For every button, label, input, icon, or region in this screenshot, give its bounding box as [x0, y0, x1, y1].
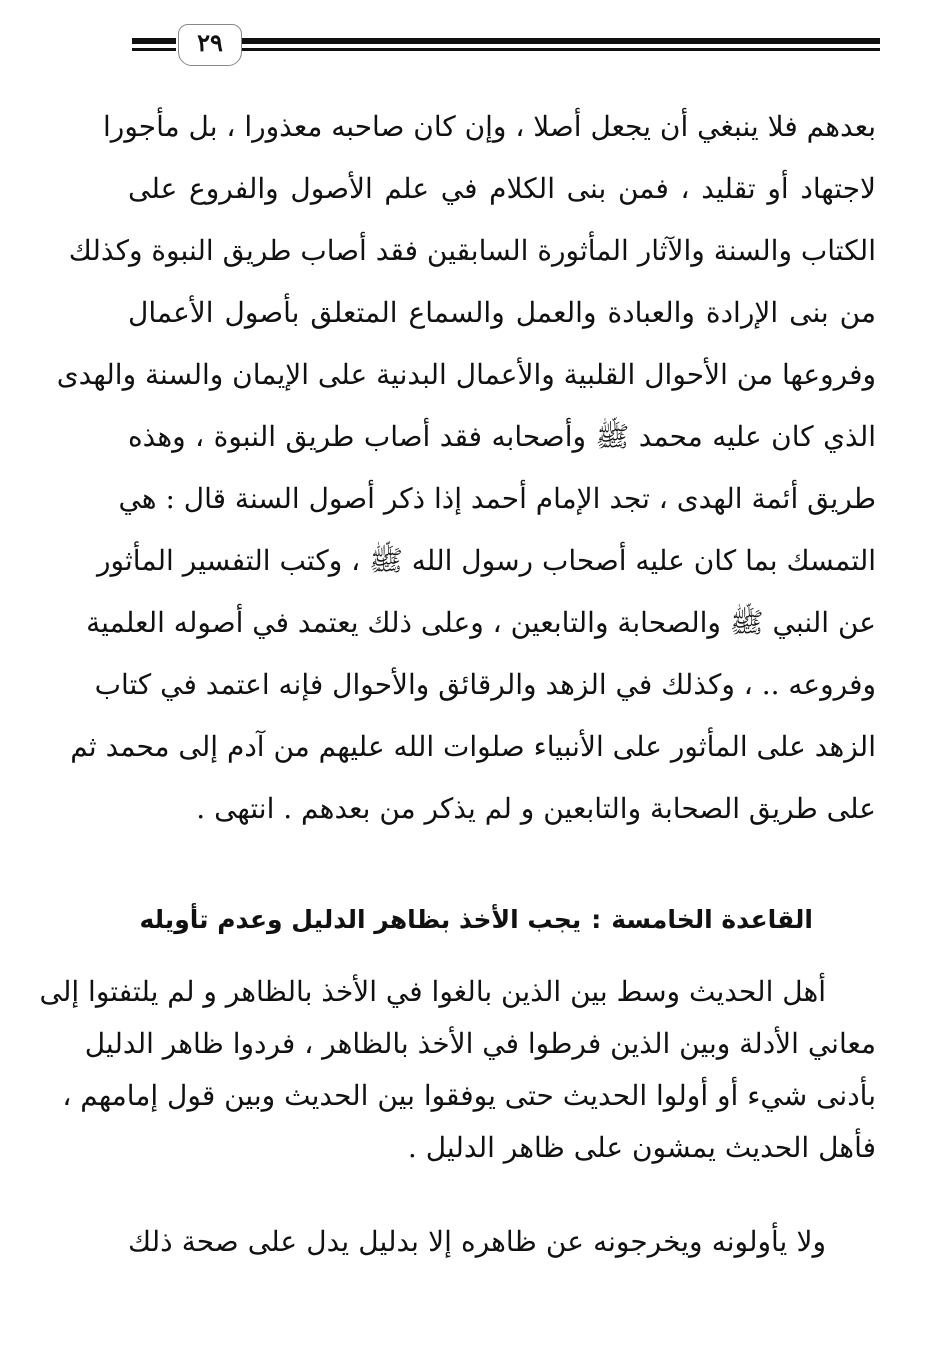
section-title-text: يجب الأخذ بظاهر الدليل وعدم تأويله — [139, 905, 582, 934]
header-rule — [132, 48, 176, 51]
text-line: فأهل الحديث يمشون على ظاهر الدليل . — [407, 1131, 876, 1164]
page-number: ٢٩ — [178, 24, 242, 66]
text-line: من بنى الإرادة والعبادة والعمل والسماع المتعلق بأصول الأعمال — [128, 296, 876, 329]
closing-paragraph — [128, 1216, 876, 1268]
page-header — [132, 18, 880, 68]
text-line: عن النبي ﷺ والصحابة والتابعين ، وعلى ذلك يعتمد في أصوله العلمية — [86, 606, 876, 639]
header-rule — [242, 38, 880, 44]
section-paragraph — [39, 966, 876, 1174]
text-line: وفروعه .. ، وكذلك في الزهد والرقائق والأحوال فإنه اعتمد في كتاب — [94, 668, 876, 701]
text-line: أهل الحديث وسط بين الذين بالغوا في الأخذ بالظاهر و لم يلتفتوا إلى — [39, 975, 826, 1008]
section-label: القاعدة الخامسة — [611, 905, 813, 934]
text-line: بأدنى شيء أو أولوا الحديث حتى يوفقوا بين الحديث وبين قول إمامهم ، — [62, 1079, 876, 1112]
text-line: بعدهم فلا ينبغي أن يجعل أصلا ، وإن كان صاحبه معذورا ، بل مأجورا — [103, 110, 876, 143]
text-line: التمسك بما كان عليه أصحاب رسول الله ﷺ ، وكتب التفسير المأثور — [97, 544, 876, 577]
text-line: طريق أئمة الهدى ، تجد الإمام أحمد إذا ذكر أصول السنة قال : هي — [118, 482, 876, 515]
text-line: وفروعها من الأحوال القلبية والأعمال البدنية على الإيمان والسنة والهدى — [56, 358, 876, 391]
text-line: معاني الأدلة وبين الذين فرطوا في الأخذ بالظاهر ، فردوا ظاهر الدليل — [84, 1027, 876, 1060]
text-line: الذي كان عليه محمد ﷺ وأصحابه فقد أصاب طريق النبوة ، وهذه — [128, 420, 876, 453]
text-line: الزهد على المأثور على الأنبياء صلوات الله عليهم من آدم إلى محمد ثم — [70, 730, 876, 763]
section-colon: : — [591, 905, 602, 934]
text-line: ولا يأولونه ويخرجونه عن ظاهره إلا بدليل يدل على صحة ذلك — [128, 1225, 826, 1258]
text-line: لاجتهاد أو تقليد ، فمن بنى الكلام في علم الأصول والفروع على — [128, 172, 876, 205]
header-rule — [242, 48, 880, 51]
text-line: الكتاب والسنة والآثار المأثورة السابقين فقد أصاب طريق النبوة وكذلك — [68, 234, 876, 267]
header-rule — [132, 38, 176, 44]
section-heading — [128, 895, 813, 945]
body-paragraph — [56, 96, 876, 840]
text-line: على طريق الصحابة والتابعين و لم يذكر من بعدهم . انتهى . — [196, 792, 876, 825]
